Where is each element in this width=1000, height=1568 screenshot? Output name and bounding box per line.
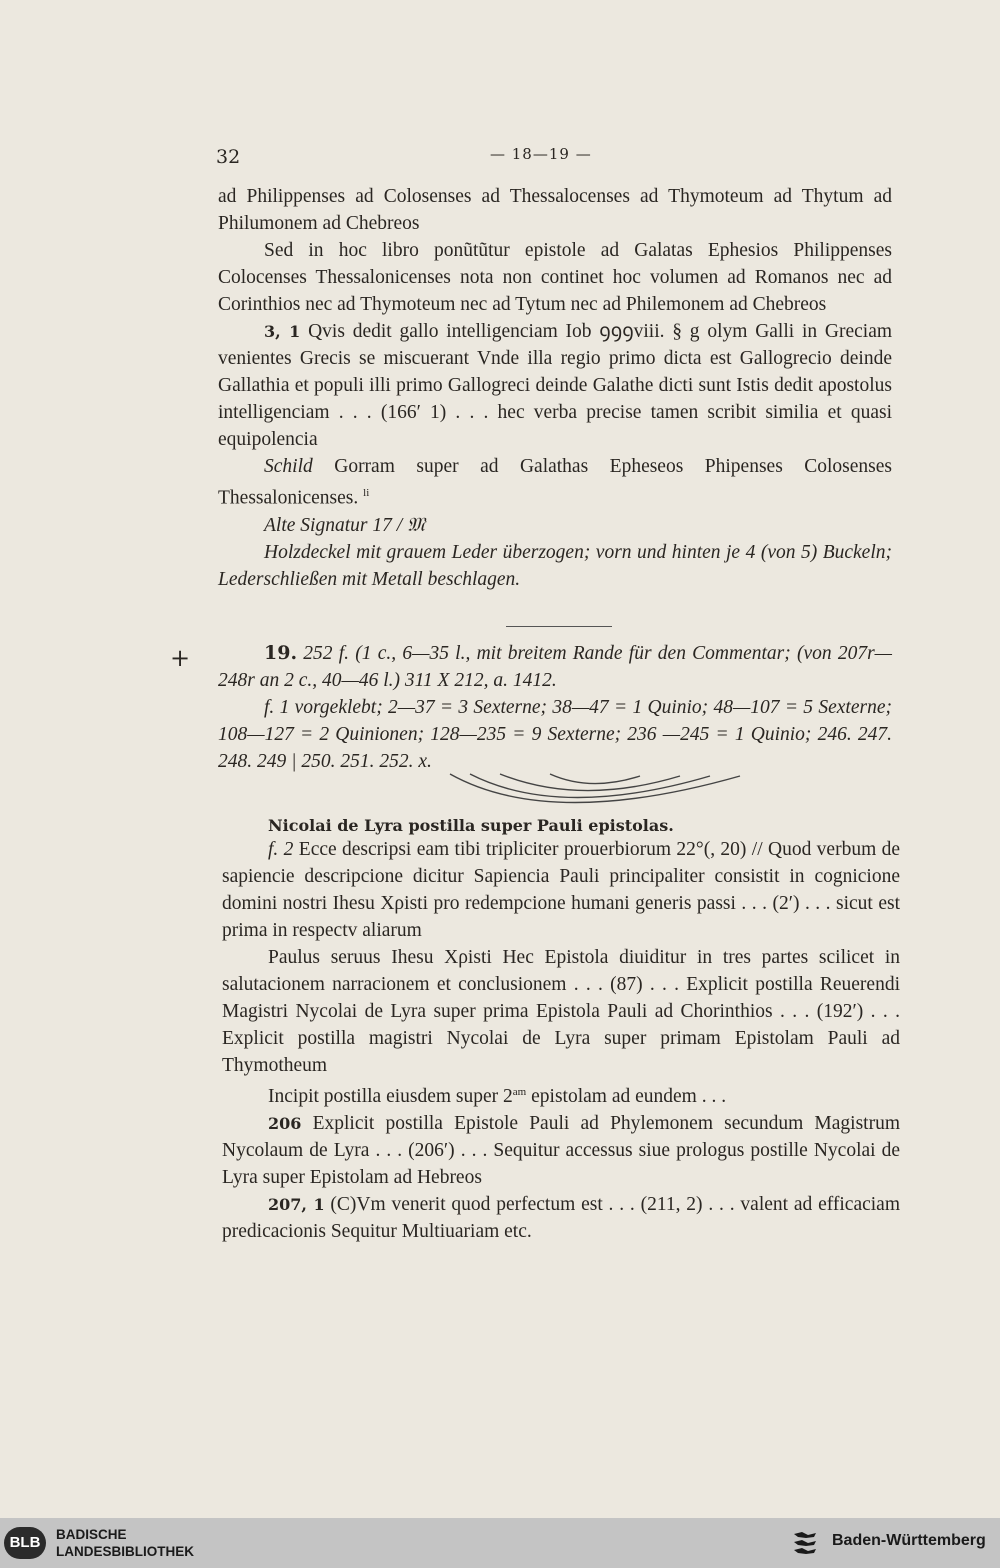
section-19-text (222, 836, 900, 1245)
superscript: li (363, 487, 370, 499)
folio-ref: 207, 1 (268, 1195, 325, 1214)
paragraph: ad Philippenses ad Colosenses ad Thessalocenses ad Thymoteum ad Thytum ad Philumonem ad Chebreos (218, 186, 892, 234)
library-name-line1: BADISCHE (56, 1527, 127, 1542)
paragraph (222, 1110, 900, 1191)
paragraph-text: epistolam ad eundem . . . (526, 1086, 727, 1107)
library-name-line2: LANDESBIBLIOTHEK (56, 1544, 194, 1559)
paragraph-text: Qvis dedit gallo intelligenciam Iob ꝯꝯꝯviii. § g olym Galli in Greciam venientes Grecis se miscuerant Vnde illa regio primo dicta est Gallogrecio deinde Gallathia et populi illi primo Gallogreci deinde Galathe dicti sunt Istis dedit apostolus intelligenciam . . . (166′ 1) . . . hec verba precise tamen scribit similia et quasi equipolencia (218, 321, 893, 450)
paragraph-text: Ecce descripsi eam tibi tripliciter prouerbiorum 22°(, 20) // Quod verbum de sapiencie descripcione dicitur Sapiencia Pauli principaliter consistit in cognicione domini nostri Ihesu Xρisti pro redempcione humani generis passi . . . (2′) . . . sicut est prima in respectv aliarum (222, 839, 901, 941)
paragraph (218, 318, 892, 453)
library-name[interactable] (56, 1526, 194, 1560)
paragraph-text: Gorram super ad Galathas Epheseos Phipenses Colosenses Thessalonicenses. (218, 456, 893, 509)
footer-bar (0, 1518, 1000, 1568)
work-heading: Nicolai de Lyra postilla super Pauli epistolas. (268, 816, 674, 835)
paragraph-text: Incipit postilla eiusdem super 2 (268, 1086, 513, 1107)
paragraph: Sed in hoc libro ponũtũtur epistole ad Galatas Ephesios Philippenses Colocenses Thessalonicenses nota non continet hoc volumen ad Romanos nec ad Corinthios nec ad Thymoteum nec ad Tytum nec ad Philemonem ad Chebreos (218, 240, 892, 315)
entry-description (218, 640, 892, 694)
folio-ref: f. 2 (268, 839, 294, 860)
entry-number: 19. (264, 642, 298, 664)
state-label[interactable]: Baden-Württemberg (832, 1532, 986, 1549)
section-18-text (218, 183, 892, 593)
collation: f. 1 vorgeklebt; 2—37 = 3 Sexterne; 38—47 = 1 Quinio; 48—107 = 5 Sexterne; 108—127 = 2 Quinionen; 128—235 = 9 Sexterne; 236 —245 = 1 Quinio; 246. 247. 248. 249 | 250. 251. 252. x. (218, 697, 892, 772)
paragraph: Paulus seruus Ihesu Xρisti Hec Epistola diuiditur in tres partes scilicet in salutacionem narracionem et conclusionem . . . (87) . . . Explicit postilla Reuerendi Magistri Nycolai de Lyra super prima Epistola Pauli ad Chorinthios . . . (192′) . . . Explicit postilla magistri Nycolai de Lyra super primam Epistolam Pauli ad Thymotheum (222, 947, 900, 1076)
folio-ref: 3, 1 (264, 322, 301, 341)
section-19-description (218, 640, 892, 775)
divider (506, 626, 612, 627)
folio-ref: 206 (268, 1114, 302, 1133)
paragraph (222, 836, 900, 944)
blb-logo[interactable]: BLB (4, 1527, 46, 1559)
running-head: — 18—19 — (490, 145, 592, 163)
paragraph-text: Explicit postilla Epistole Pauli ad Phylemonem secundum Magistrum Nycolaum de Lyra . . . (206′) . . . Sequitur accessus siue prologus postille Nycolai de Lyra super Epistolam ad Hebreos (222, 1113, 900, 1188)
paragraph (222, 1079, 900, 1110)
binding-description: Holzdeckel mit grauem Leder überzogen; vorn und hinten je 4 (von 5) Buckeln; Lederschließen mit Metall beschlagen. (218, 541, 892, 590)
signatur: Alte Signatur 17 / 𝔐 (264, 514, 425, 536)
coat-of-arms-lions-icon (790, 1528, 822, 1558)
margin-plus-marker: + (170, 644, 191, 672)
schild-label: Schild (264, 456, 313, 477)
paragraph (218, 453, 892, 512)
superscript: am (512, 1086, 527, 1098)
quire-bracket (440, 770, 750, 812)
page-number: 32 (216, 146, 241, 168)
paragraph-text: (C)Vm venerit quod perfectum est . . . (211, 2) . . . valent ad efficaciam predicacionis Sequitur Multiuariam etc. (222, 1194, 901, 1242)
paragraph-text: 252 f. (1 c., 6—35 l., mit breitem Rande für den Commentar; (von 207r—248r an 2 c., 40—46 l.) 311 X 212, a. 1412. (218, 643, 893, 691)
paragraph (222, 1191, 900, 1245)
